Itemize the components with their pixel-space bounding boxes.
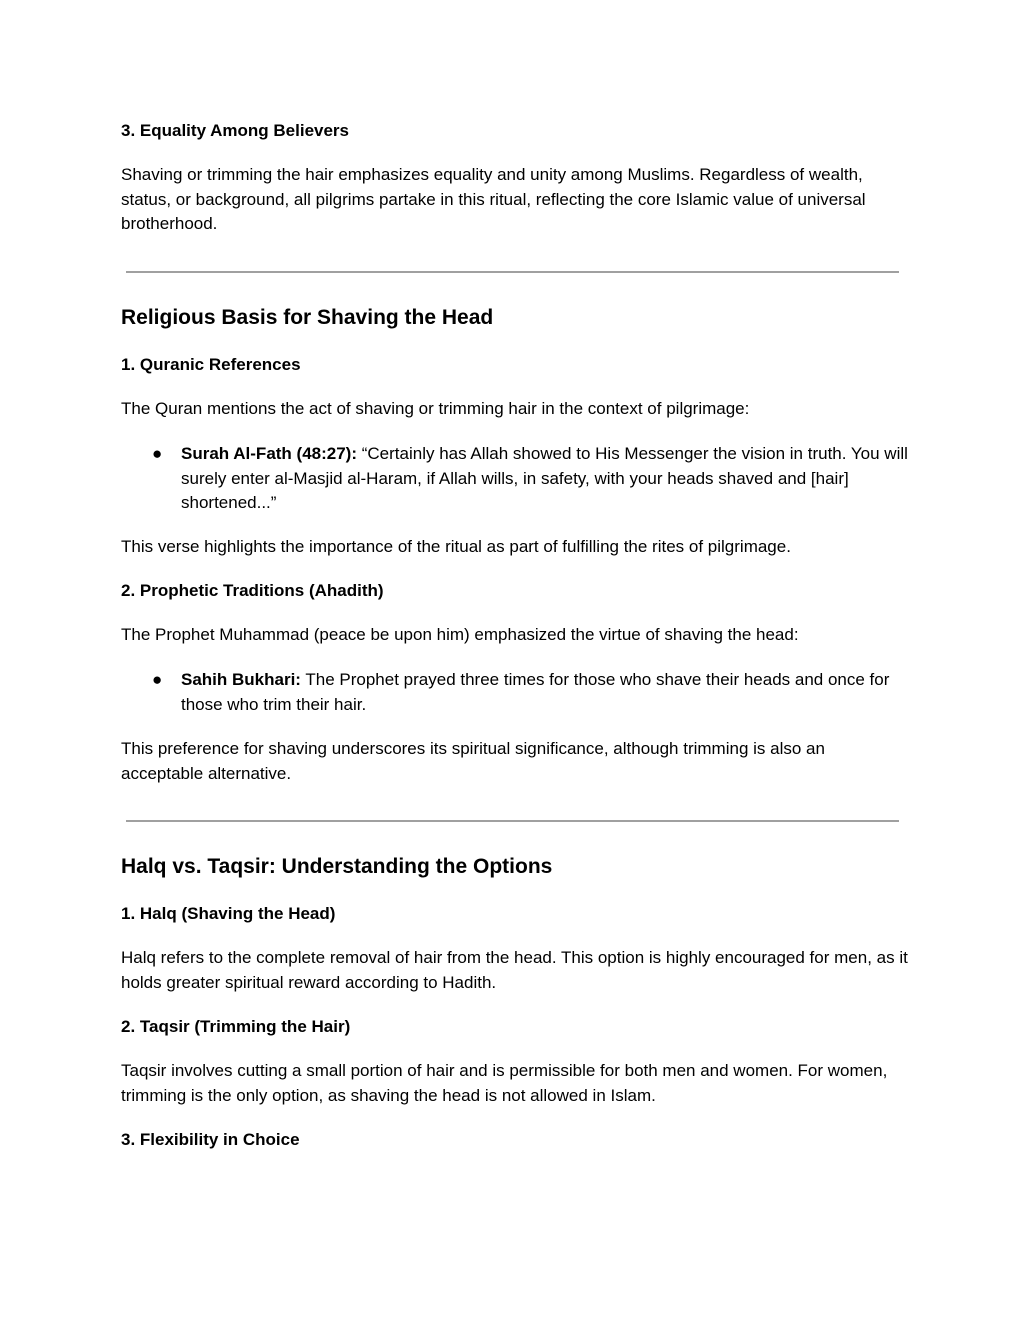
section-divider <box>126 820 899 822</box>
quranic-references-heading: 1. Quranic References <box>121 355 301 374</box>
list-item <box>152 668 911 717</box>
prophetic-intro-paragraph: The Prophet Muhammad (peace be upon him) emphasized the virtue of shaving the head: <box>121 625 799 644</box>
taqsir-paragraph: Taqsir involves cutting a small portion of hair and is permissible for both men and women. For women, trimming is the only option, as shaving the head is not allowed in Islam. <box>121 1061 888 1105</box>
quranic-outro-paragraph: This verse highlights the importance of the ritual as part of fulfilling the rites of pilgrimage. <box>121 537 791 556</box>
halq-heading: 1. Halq (Shaving the Head) <box>121 904 336 923</box>
prophetic-traditions-heading: 2. Prophetic Traditions (Ahadith) <box>121 581 384 600</box>
equality-heading: 3. Equality Among Believers <box>121 121 349 140</box>
surah-label: Surah Al-Fath (48:27): <box>181 444 358 463</box>
halq-paragraph: Halq refers to the complete removal of hair from the head. This option is highly encouraged for men, as it holds greater spiritual reward according to Hadith. <box>121 948 908 992</box>
flexibility-heading: 3. Flexibility in Choice <box>121 1130 300 1149</box>
taqsir-heading: 2. Taqsir (Trimming the Hair) <box>121 1017 351 1036</box>
quranic-intro-paragraph: The Quran mentions the act of shaving or trimming hair in the context of pilgrimage: <box>121 399 750 418</box>
halq-taqsir-title: Halq vs. Taqsir: Understanding the Options <box>121 855 553 878</box>
bullet-icon: ● <box>152 444 163 463</box>
bukhari-text: The Prophet prayed three times for those who shave their heads and once for those who trim their hair. <box>181 670 890 714</box>
list-item <box>152 442 911 516</box>
bullet-icon: ● <box>152 670 163 689</box>
section-divider <box>126 271 899 273</box>
surah-quote: “Certainly has Allah showed to His Messenger the vision in truth. You will surely enter al-Masjid al-Haram, if Allah wills, in safety, with your heads shaved and [hair] shortened...” <box>181 444 908 512</box>
prophetic-outro-paragraph: This preference for shaving underscores its spiritual significance, although trimming is also an acceptable alternative. <box>121 739 825 783</box>
equality-paragraph: Shaving or trimming the hair emphasizes equality and unity among Muslims. Regardless of wealth, status, or background, all pilgrims partake in this ritual, reflecting the core Islamic value of universal brotherhood. <box>121 165 866 233</box>
bukhari-label: Sahih Bukhari: <box>181 670 301 689</box>
religious-basis-title: Religious Basis for Shaving the Head <box>121 306 494 329</box>
